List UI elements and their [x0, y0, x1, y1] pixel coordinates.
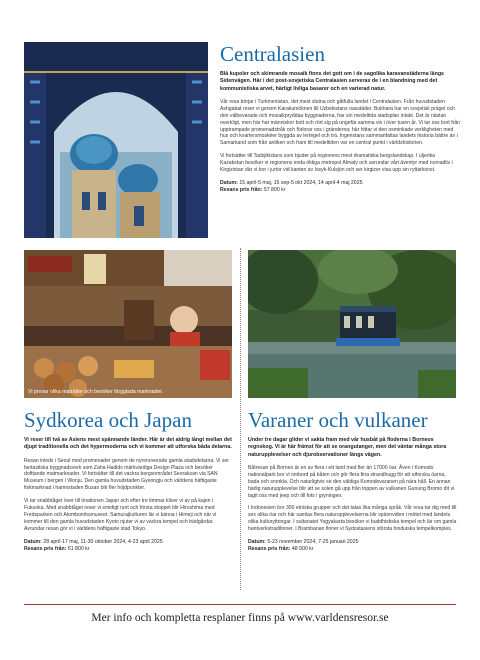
central-asia-meta [220, 180, 460, 194]
korea-japan-paragraph-2: Vi tar snabbtåget över till önationen Japan och efter tre timmar kliver vi av på kajen i Fukuoka. Med snabbtåget reser vi smidigt runt och första stoppet blir Hiroshima med Fredsparken och Atombombsmuseet. Samurajkulturen lär vi känna i Himeji och när vi kommer till den gamla huvudstaden Kyoto njuter vi av vackra tempel och trädgårdar. Avrundar resan gör vi i världens häftigaste stad Tokyo. [24, 498, 217, 532]
column-divider [240, 248, 241, 590]
footer-rule [24, 604, 456, 605]
korea-japan-paragraph-1: Resan inleds i Seoul med promenader genom de nyrenoverade gamla stadsdelarna. Vi ser fantastiska byggnadsverk som Zaha Hadids märkvärdiga Design Plaza och besöker dofttande matmarknader. Vi fortsätter till det vackra bergsområdet Seoraksan via SAN Museum i bergen i Wonju. Den gamla huvudstaden Gyeongju och världens häftigaste fiskmarknad i hamnstaden Busan blir fler höjdpunkter. [24, 457, 229, 492]
varaner-vulkaner-lead: Under tre dagar glider vi sakta fram med vår husbåt på floderna i Borneos regnskog. Vi är här främst för att se orangutanger, men det väntar många stora naturupplevelser och djurobservationer längs vägen. [248, 437, 447, 458]
dates-label: Datum: [24, 538, 42, 545]
dates-label: Datum: [248, 539, 266, 546]
varaner-vulkaner-title: Varaner och vulkaner [248, 408, 428, 432]
central-asia-photo [24, 42, 208, 238]
korea-japan-dates: 28 april-17 maj, 11-30 oktober 2024, 4-23 april 2025 [43, 538, 163, 545]
price-label: Resans pris från: [24, 545, 67, 552]
varaner-vulkaner-dates: 5-23 november 2024, 7-25 januari 2025 [267, 539, 359, 546]
korea-japan-lead: Vi reser till två av Asiens mest spännande länder. Här är det aldrig långt mellan det djupt traditionella och det hypermoderna och vi kommer att utforska båda delarna. [24, 437, 232, 451]
central-asia-dates: 15 april-5 maj, 15 sep-5 okt 2024, 14 april-4 maj 2025 [239, 179, 363, 186]
korea-japan-title: Sydkorea och Japan [24, 408, 192, 432]
varaner-vulkaner-paragraph-2: I Indonesien bor 300 etniska grupper och det talas lika många språk. Vår resa tar dig med till sex olika öar och här samlas flera naturupplevelserna blir spännviden i mötet med landets olika kulturyttringar. I sultanatet Yogyakarta besöker vi buddhistiska tempel och lär om gamla hantverkstraditioner. I Brambanan finner vi Sydostasiens största hinduiska tempelkomplex. [248, 505, 457, 533]
korea-market-photo [24, 250, 232, 398]
varaner-vulkaner-price: 48 900 kr [291, 546, 314, 553]
korea-japan-meta [24, 539, 232, 553]
central-asia-paragraph-2: Vi fortsätter till Tadzjikistans som bjuder på regionens mest dramatiska bergslandskap. I uljerika Kazakstan besöker vi regionens enda riktiga metropol Almaty och avrundar vårt äventyr med nomadliv i Kirgizistan där vi bor i jurtor vid kanten av Issyk-Kulsjön och ser kirgizer visa upp sin ryttarkonst. [220, 153, 453, 174]
price-label: Resans pris från: [248, 546, 291, 553]
central-asia-paragraph-1: Vår resa börjar i Turkmenistan, det mest slutna och gåtfulla landet i Centralasien. Från huvudstaden Ashgabat reser vi genom Karakumöknen till Uzbekistans oasstäder. Bukhara har en sovjetisk prägel och den välbevarade och mosaikpryddaa byggnaderna, har sin medeltida stadsplan intakt. Det är nästan overkligt, men här har människor bott och rört sig på ungefär samma vis i över tusen år. Vi tar oss bort från upptrampade promenadstråk och förlorar oss i gränderna; här hittar vi den osminkade verkligheten med hus och kvartersmoskéer byggda av lertegel och trä. Ingenstans sammanfattas landets historia bättre än i Samarkand som från antiken och fram till medeltiden var en central punkt i världshistorien. [220, 98, 460, 147]
korea-photo-caption: Vi provar olika maträtter och besöker färgglada marknader. [28, 389, 164, 395]
central-asia-price: 57 800 kr [263, 186, 286, 193]
central-asia-lead: Blå kupoler och skimrande mosaik finns det gott om i de sagolika karavanstäderna längs Sidenvägen. Här i det post-sovjetiska Centralasien serveras de i en blandning med det kommunistiska arvet, härligt livliga basarer och en varierad natur. [220, 71, 445, 92]
central-asia-section [220, 44, 460, 194]
dates-label: Datum: [220, 179, 238, 186]
varaner-vulkaner-section [248, 410, 458, 553]
price-label: Resans pris från: [220, 186, 263, 193]
varaner-vulkaner-paragraph-1: Båtresan på Borneo är en av flera i ett land med fler än 17000 öar. Även i Komodo nationalpark bor vi ombord på båten och gör flera fina strandhugg för att utforska öarna, bada och snorkla. Och naturligtvis se den väldiga Komodovaranen på nära håll. En annan härlig naturupplevelse blir att se solen gå upp från toppen av vulkanen Gunung Bromo dit vi tagit oss med jeep och till fots i gryningen. [248, 464, 455, 499]
central-asia-title: Centralasien [220, 42, 325, 66]
varaner-vulkaner-meta [248, 539, 458, 553]
korea-japan-price: 61 800 kr [67, 545, 90, 552]
footer-link-text[interactable]: Mer info och kompletta resplaner finns på www.varldensresor.se [91, 612, 389, 624]
borneo-river-photo [248, 250, 456, 398]
korea-japan-section [24, 410, 232, 553]
